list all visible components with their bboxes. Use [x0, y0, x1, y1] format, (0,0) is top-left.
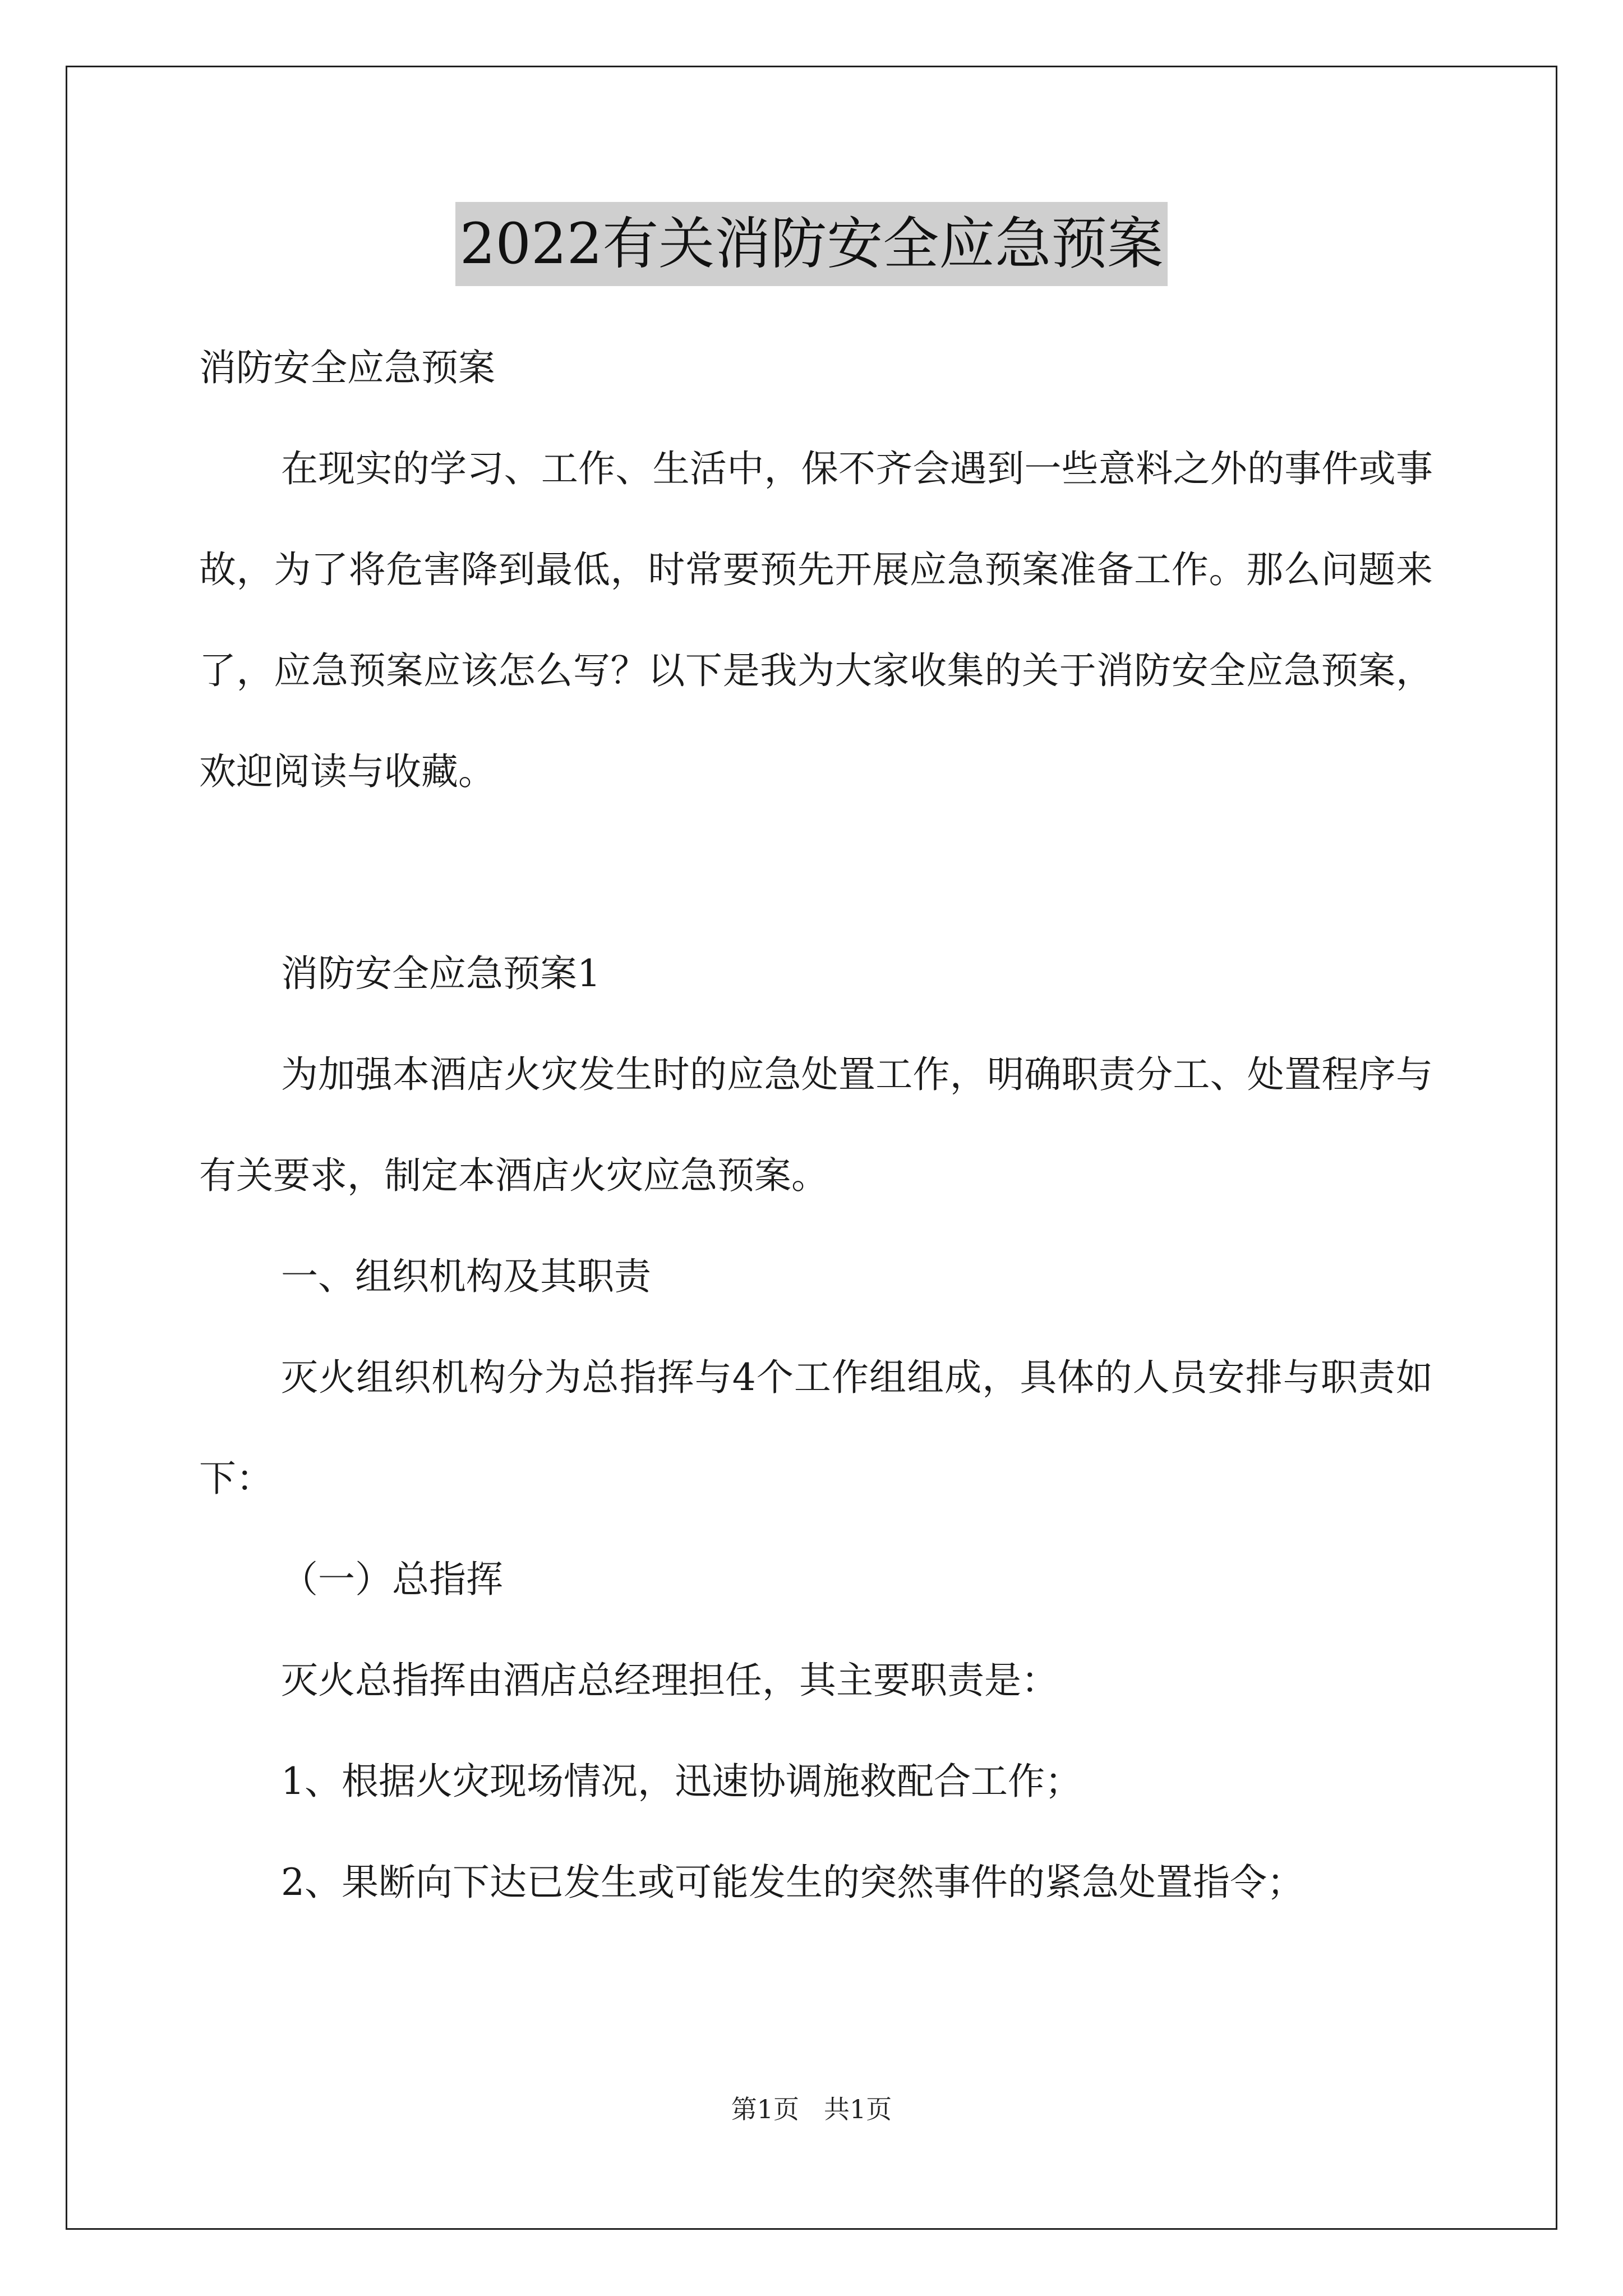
- page-total: 共1页: [824, 2094, 892, 2124]
- paragraph-commander-desc: 灭火总指挥由酒店总经理担任，其主要职责是：: [281, 1659, 1058, 1702]
- paragraph-org-heading: 一、组织机构及其职责: [281, 1255, 651, 1298]
- paragraph-intro: 在现实的学习、工作、生活中，保不齐会遇到一些意料之外的事件或事故，为了将危害降到最低，时常要预先开展应急预案准备工作。那么问题来了，应急预案应该怎么写？以下是我为大家收集的关于消防安全应急预案，欢迎阅读与收藏。: [199, 447, 1433, 793]
- document-body: [199, 318, 1433, 1933]
- paragraph-org-desc: 灭火组织机构分为总指挥与4个工作组组成，具体的人员安排与职责如下：: [199, 1356, 1433, 1500]
- page-footer: [0, 2089, 1623, 2126]
- paragraph-duty-1: 1、根据火灾现场情况，迅速协调施救配合工作；: [281, 1760, 1082, 1803]
- title-container: [0, 202, 1623, 286]
- paragraph-duty-2: 2、果断向下达已发生或可能发生的突然事件的紧急处置指令；: [281, 1861, 1304, 1904]
- paragraph-section-title: 消防安全应急预案1: [281, 952, 601, 995]
- document-title: 2022有关消防安全应急预案: [455, 202, 1168, 286]
- paragraph-heading: 消防安全应急预案: [199, 346, 495, 389]
- paragraph-purpose: 为加强本酒店火灾发生时的应急处置工作，明确职责分工、处置程序与有关要求，制定本酒店火灾应急预案。: [199, 1053, 1433, 1197]
- paragraph-commander-heading: （一）总指挥: [281, 1558, 503, 1601]
- page-number: 第1页: [731, 2094, 799, 2124]
